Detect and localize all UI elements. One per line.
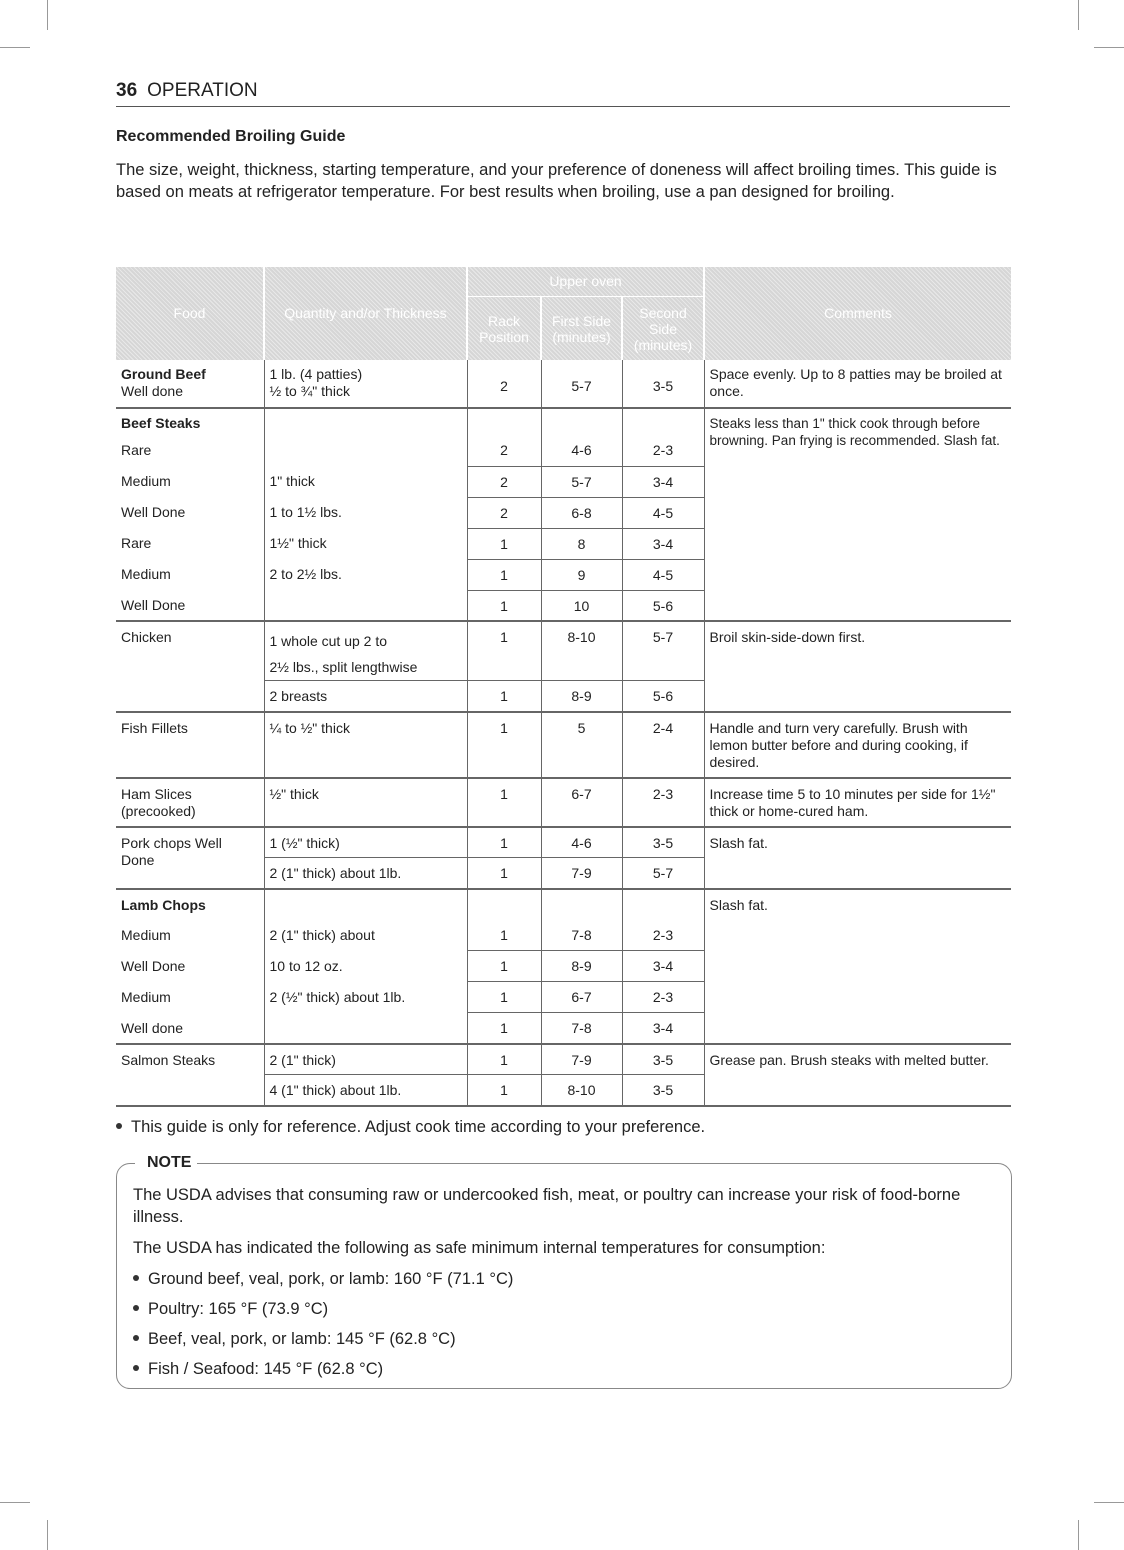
note-paragraph: The USDA advises that consuming raw or undercooked fish, meat, or poultry can increase your risk of food-borne illness. <box>133 1186 961 1226</box>
temperature-list <box>133 1268 1003 1380</box>
first-side-cell: 5-7 <box>541 360 622 408</box>
header-quantity: Quantity and/or Thickness <box>264 267 467 360</box>
rack-cell: 1 <box>467 778 541 827</box>
comment-cell: Slash fat. <box>704 827 1011 889</box>
table-row <box>116 712 1011 778</box>
first-side-cell: 6-7 <box>541 982 622 1013</box>
second-side-cell: 5-6 <box>622 681 704 712</box>
first-side-cell: 8-10 <box>541 621 622 681</box>
crop-mark <box>47 1520 48 1550</box>
quantity-cell: 1 (½" thick) <box>264 827 467 858</box>
rack-cell: 1 <box>467 590 541 621</box>
quantity-cell: 2 (1" thick) about <box>264 920 467 951</box>
first-side-cell: 4-6 <box>541 432 622 466</box>
second-side-cell: 5-6 <box>622 590 704 621</box>
quantity-cell: 1 whole cut up 2 to 2½ lbs., split lengthwise <box>264 621 467 681</box>
bullet-icon <box>133 1335 139 1341</box>
first-side-cell: 7-8 <box>541 1013 622 1044</box>
guide-intro: The size, weight, thickness, starting temperature, and your preference of doneness will affect broiling times. This guide is based on meats at refrigerator temperature. For best results when broiling, use a pan designed for broiling. <box>116 161 997 201</box>
quantity-cell <box>264 889 467 920</box>
food-cell: Well done <box>121 1019 184 1036</box>
bullet-icon <box>133 1275 139 1281</box>
food-cell: Rare <box>121 535 152 551</box>
second-side-cell: 3-4 <box>622 951 704 982</box>
comment-cell: Broil skin-side-down first. <box>704 621 1011 712</box>
second-side-cell: 5-7 <box>622 621 704 681</box>
food-cell: Well Done <box>121 597 186 613</box>
quantity-cell <box>264 590 467 621</box>
list-item: Beef, veal, pork, or lamb: 145 °F (62.8 °C) <box>133 1328 1003 1350</box>
second-side-cell: 2-3 <box>622 982 704 1013</box>
list-item: Poultry: 165 °F (73.9 °C) <box>133 1298 1003 1320</box>
header-first-side: First Side (minutes) <box>541 297 622 361</box>
rack-cell: 1 <box>467 712 541 778</box>
rack-cell: 2 <box>467 497 541 528</box>
second-side-cell: 4-5 <box>622 559 704 590</box>
food-cell: Well Done <box>121 957 186 974</box>
rack-cell: 2 <box>467 432 541 466</box>
broiling-table <box>116 267 1011 1107</box>
table-row <box>116 408 1011 432</box>
second-side-cell: 4-5 <box>622 497 704 528</box>
list-item: Fish / Seafood: 145 °F (62.8 °C) <box>133 1358 1003 1380</box>
table-row <box>116 360 1011 408</box>
crop-mark <box>0 47 30 48</box>
bullet-icon <box>133 1365 139 1371</box>
food-cell: Ham Slices (precooked) <box>116 778 264 827</box>
first-side-cell: 8-9 <box>541 681 622 712</box>
food-cell: Beef Steaks <box>116 408 264 432</box>
guide-title: Recommended Broiling Guide <box>116 128 346 145</box>
note-body <box>133 1184 1003 1388</box>
comment-cell: Grease pan. Brush steaks with melted butter. <box>704 1044 1011 1106</box>
food-cell: Rare <box>121 442 152 458</box>
rack-cell: 1 <box>467 559 541 590</box>
quantity-cell <box>264 432 467 466</box>
food-cell: Medium <box>121 473 171 489</box>
reference-note-text: This guide is only for reference. Adjust cook time according to your preference. <box>131 1118 706 1136</box>
page-number: 36 <box>116 80 138 101</box>
quantity-cell: ½" thick <box>264 778 467 827</box>
quantity-cell: ¼ to ½" thick <box>264 712 467 778</box>
second-side-cell: 3-5 <box>622 827 704 858</box>
rack-cell: 1 <box>467 621 541 681</box>
crop-mark <box>1094 47 1124 48</box>
rack-cell: 1 <box>467 1013 541 1044</box>
rack-cell: 1 <box>467 1075 541 1106</box>
comment-cell: Increase time 5 to 10 minutes per side for 1½" thick or home-cured ham. <box>704 778 1011 827</box>
comment-cell: Handle and turn very carefully. Brush with lemon butter before and during cooking, if desired. <box>704 712 1011 778</box>
quantity-cell: 2 to 2½ lbs. <box>264 559 467 590</box>
first-side-cell: 8-10 <box>541 1075 622 1106</box>
quantity-cell: 2 (½" thick) about 1lb. <box>264 982 467 1013</box>
first-side-cell <box>541 889 622 920</box>
quantity-cell <box>264 408 467 432</box>
second-side-cell: 3-5 <box>622 360 704 408</box>
quantity-cell: 2 (1" thick) <box>264 1044 467 1075</box>
table-row <box>116 621 1011 681</box>
header-food: Food <box>116 267 264 360</box>
second-side-cell: 5-7 <box>622 858 704 889</box>
quantity-cell: 1" thick <box>264 466 467 497</box>
quantity-cell: 2 (1" thick) about 1lb. <box>264 858 467 889</box>
comment-cell: Slash fat. <box>704 889 1011 1044</box>
quantity-cell: 10 to 12 oz. <box>264 951 467 982</box>
section-title: OPERATION <box>147 80 258 101</box>
list-item: Ground beef, veal, pork, or lamb: 160 °F (71.1 °C) <box>133 1268 1003 1290</box>
quantity-cell: 4 (1" thick) about 1lb. <box>264 1075 467 1106</box>
rack-cell: 1 <box>467 1044 541 1075</box>
crop-mark <box>47 0 48 30</box>
food-cell: Medium <box>121 926 171 943</box>
page-header <box>116 80 1010 107</box>
second-side-cell: 3-5 <box>622 1044 704 1075</box>
rack-cell: 2 <box>467 360 541 408</box>
first-side-cell: 5-7 <box>541 466 622 497</box>
second-side-cell: 2-4 <box>622 712 704 778</box>
header-upper-oven: Upper oven <box>467 267 704 297</box>
crop-mark <box>0 1502 30 1503</box>
quantity-cell: 1 to 1½ lbs. <box>264 497 467 528</box>
first-side-cell: 4-6 <box>541 827 622 858</box>
food-cell: Medium <box>121 566 171 582</box>
food-cell: Pork chops Well Done <box>116 827 264 889</box>
rack-cell: 1 <box>467 528 541 559</box>
first-side-cell: 7-9 <box>541 858 622 889</box>
second-side-cell: 3-4 <box>622 1013 704 1044</box>
second-side-cell: 2-3 <box>622 432 704 466</box>
first-side-cell: 7-8 <box>541 920 622 951</box>
first-side-cell <box>541 408 622 432</box>
first-side-cell: 5 <box>541 712 622 778</box>
comment-cell: Space evenly. Up to 8 patties may be broiled at once. <box>704 360 1011 408</box>
crop-mark <box>1078 0 1079 30</box>
rack-cell: 1 <box>467 827 541 858</box>
note-paragraph: The USDA has indicated the following as safe minimum internal temperatures for consumption: <box>133 1239 826 1257</box>
first-side-cell: 8-9 <box>541 951 622 982</box>
food-cell: Lamb Chops <box>116 889 264 920</box>
food-cell: Fish Fillets <box>116 712 264 778</box>
header-comments: Comments <box>704 267 1011 360</box>
rack-cell: 2 <box>467 466 541 497</box>
header-second-side: Second Side (minutes) <box>622 297 704 361</box>
rack-cell: 1 <box>467 858 541 889</box>
rack-cell: 1 <box>467 920 541 951</box>
first-side-cell: 10 <box>541 590 622 621</box>
second-side-cell <box>622 408 704 432</box>
first-side-cell: 9 <box>541 559 622 590</box>
second-side-cell: 3-4 <box>622 528 704 559</box>
second-side-cell <box>622 889 704 920</box>
food-cell: Well Done <box>121 504 186 520</box>
first-side-cell: 6-7 <box>541 778 622 827</box>
rack-cell <box>467 408 541 432</box>
rack-cell: 1 <box>467 681 541 712</box>
bullet-icon <box>116 1123 122 1129</box>
second-side-cell: 2-3 <box>622 920 704 951</box>
crop-mark <box>1094 1502 1124 1503</box>
food-cell: Chicken <box>116 621 264 712</box>
bullet-icon <box>133 1305 139 1311</box>
note-label: NOTE <box>135 1154 197 1172</box>
comment-cell: Steaks less than 1" thick cook through before browning. Pan frying is recommended. Slash fat. <box>704 408 1011 621</box>
table-row <box>116 889 1011 920</box>
crop-mark <box>1078 1520 1079 1550</box>
quantity-cell: 2 breasts <box>264 681 467 712</box>
second-side-cell: 3-4 <box>622 466 704 497</box>
rack-cell: 1 <box>467 982 541 1013</box>
food-cell: Ground Beef Well done <box>121 366 206 399</box>
first-side-cell: 6-8 <box>541 497 622 528</box>
food-cell: Salmon Steaks <box>116 1044 264 1106</box>
quantity-cell: 1½" thick <box>264 528 467 559</box>
rack-cell <box>467 889 541 920</box>
quantity-cell: 1 lb. (4 patties) ½ to ¾" thick <box>264 360 467 408</box>
reference-note <box>116 1118 705 1137</box>
note-box <box>116 1154 1012 1389</box>
first-side-cell: 8 <box>541 528 622 559</box>
second-side-cell: 3-5 <box>622 1075 704 1106</box>
table-row <box>116 778 1011 827</box>
rack-cell: 1 <box>467 951 541 982</box>
table-row <box>116 827 1011 858</box>
header-rack: Rack Position <box>467 297 541 361</box>
first-side-cell: 7-9 <box>541 1044 622 1075</box>
food-cell: Medium <box>121 988 171 1005</box>
second-side-cell: 2-3 <box>622 778 704 827</box>
table-row <box>116 1044 1011 1075</box>
quantity-cell <box>264 1013 467 1044</box>
